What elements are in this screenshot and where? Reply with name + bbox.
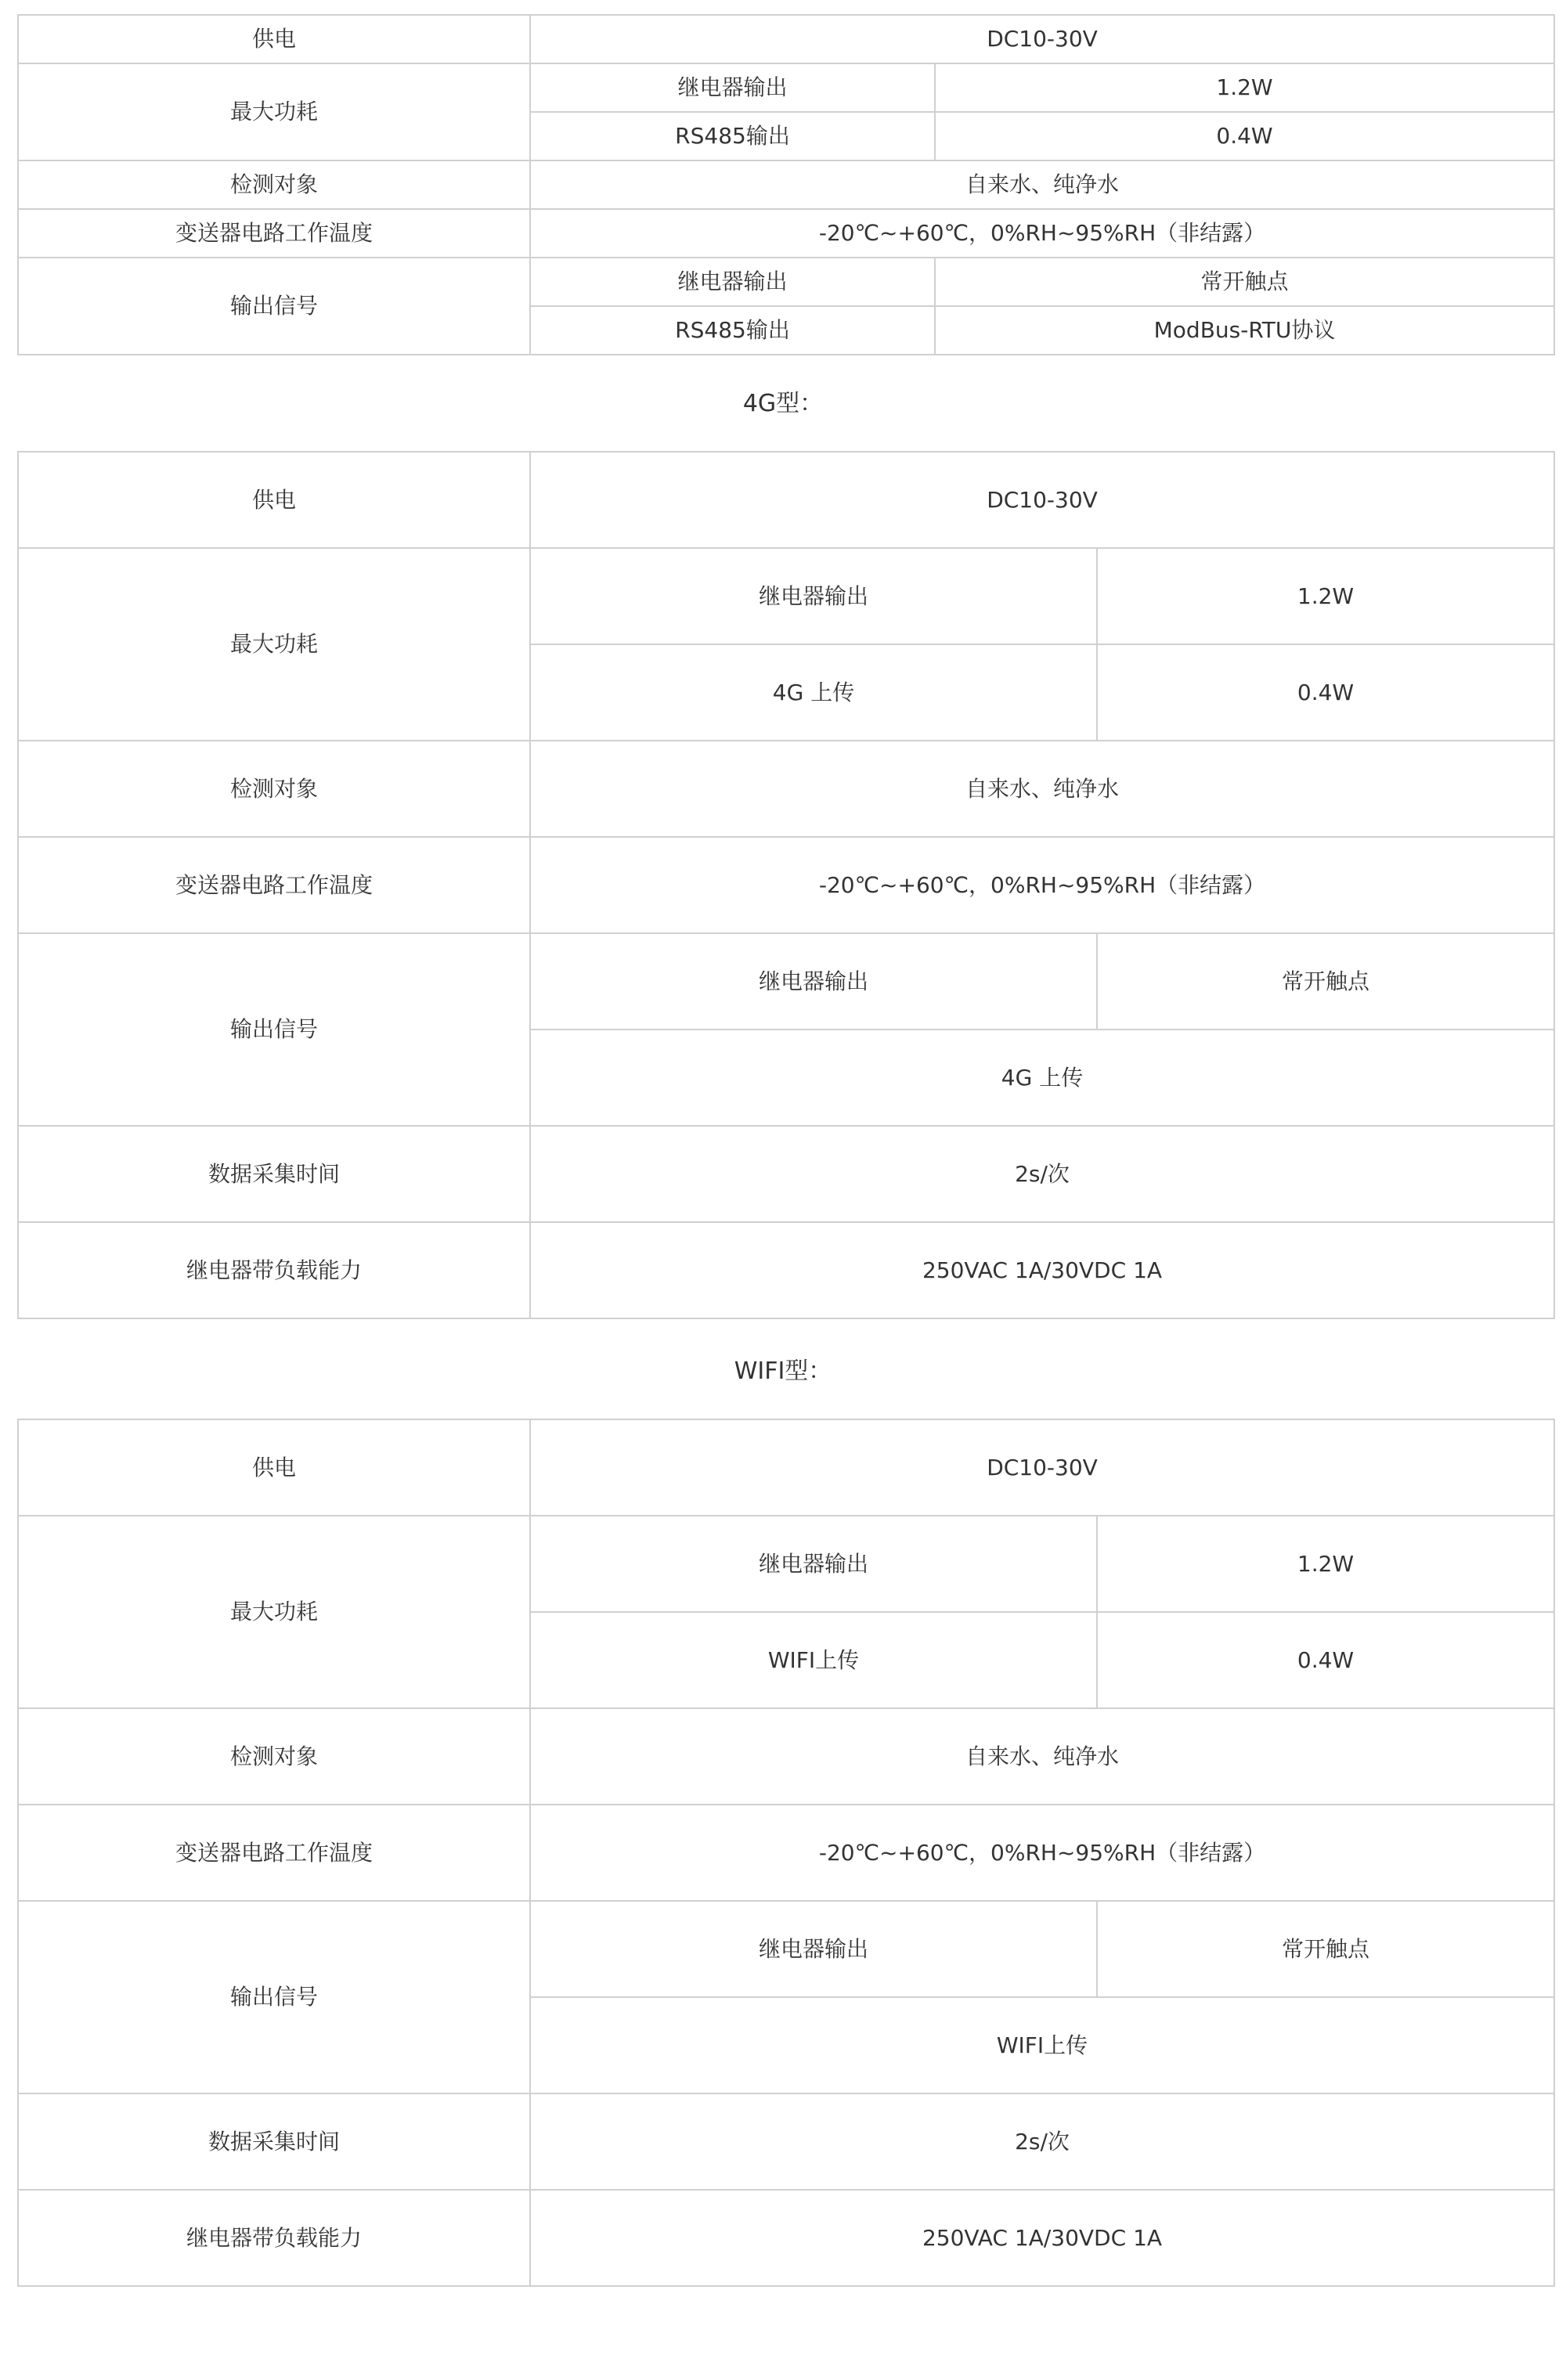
signal-relay-label: 继电器输出 bbox=[530, 258, 935, 306]
relay-load-label: 继电器带负载能力 bbox=[18, 2190, 530, 2286]
temperature-value: -20℃~+60℃，0%RH~95%RH（非结露） bbox=[530, 209, 1554, 258]
output-signal-label: 输出信号 bbox=[18, 933, 530, 1126]
power-label: 供电 bbox=[18, 1419, 530, 1516]
table-row bbox=[18, 1708, 1554, 1805]
table-row bbox=[18, 933, 1554, 1030]
relay-output-label: 继电器输出 bbox=[530, 548, 1097, 644]
section-heading-wifi: WIFI型： bbox=[734, 1358, 832, 1385]
upload-power-value: 0.4W bbox=[1097, 644, 1554, 741]
signal-upload-value: WIFI上传 bbox=[530, 1997, 1554, 2093]
interval-label: 数据采集时间 bbox=[18, 2093, 530, 2190]
signal-upload-value: 4G 上传 bbox=[530, 1030, 1554, 1126]
table-row bbox=[18, 1222, 1554, 1318]
table-row bbox=[18, 209, 1554, 258]
relay-power-value: 1.2W bbox=[1097, 1516, 1554, 1612]
table-row bbox=[18, 1419, 1554, 1516]
spec-table-4g bbox=[17, 451, 1555, 1319]
table-row bbox=[18, 63, 1554, 112]
power-label: 供电 bbox=[18, 15, 530, 63]
temperature-label: 变送器电路工作温度 bbox=[18, 837, 530, 933]
max-power-label: 最大功耗 bbox=[18, 548, 530, 741]
object-value: 自来水、纯净水 bbox=[530, 160, 1554, 209]
interval-label: 数据采集时间 bbox=[18, 1126, 530, 1222]
table-row bbox=[18, 452, 1554, 548]
upload-output-label: 4G 上传 bbox=[530, 644, 1097, 741]
object-value: 自来水、纯净水 bbox=[530, 1708, 1554, 1805]
rs485-output-label: RS485输出 bbox=[530, 112, 935, 160]
relay-load-value: 250VAC 1A/30VDC 1A bbox=[530, 1222, 1554, 1318]
relay-output-label: 继电器输出 bbox=[530, 1516, 1097, 1612]
relay-load-label: 继电器带负载能力 bbox=[18, 1222, 530, 1318]
output-signal-label: 输出信号 bbox=[18, 1901, 530, 2093]
temperature-label: 变送器电路工作温度 bbox=[18, 209, 530, 258]
power-value: DC10-30V bbox=[530, 1419, 1554, 1516]
spec-table-wifi bbox=[17, 1419, 1555, 2287]
interval-value: 2s/次 bbox=[530, 1126, 1554, 1222]
rs485-power-value: 0.4W bbox=[935, 112, 1554, 160]
table-row bbox=[18, 548, 1554, 644]
max-power-label: 最大功耗 bbox=[18, 1516, 530, 1708]
signal-relay-value: 常开触点 bbox=[1097, 933, 1554, 1030]
table-row bbox=[18, 2190, 1554, 2286]
section-heading-4g: 4G型： bbox=[742, 390, 824, 417]
power-label: 供电 bbox=[18, 452, 530, 548]
max-power-label: 最大功耗 bbox=[18, 63, 530, 160]
table-row bbox=[18, 2093, 1554, 2190]
table-row bbox=[18, 15, 1554, 63]
object-label: 检测对象 bbox=[18, 160, 530, 209]
relay-power-value: 1.2W bbox=[1097, 548, 1554, 644]
signal-relay-value: 常开触点 bbox=[1097, 1901, 1554, 1997]
relay-power-value: 1.2W bbox=[935, 63, 1554, 112]
table-row bbox=[18, 837, 1554, 933]
signal-rs485-value: ModBus-RTU协议 bbox=[935, 306, 1554, 355]
signal-rs485-label: RS485输出 bbox=[530, 306, 935, 355]
signal-relay-label: 继电器输出 bbox=[530, 933, 1097, 1030]
table-row bbox=[18, 741, 1554, 837]
relay-output-label: 继电器输出 bbox=[530, 63, 935, 112]
temperature-value: -20℃~+60℃，0%RH~95%RH（非结露） bbox=[530, 837, 1554, 933]
temperature-value: -20℃~+60℃，0%RH~95%RH（非结露） bbox=[530, 1805, 1554, 1901]
table-row bbox=[18, 1126, 1554, 1222]
spec-table-rs485 bbox=[17, 14, 1555, 355]
signal-relay-label: 继电器输出 bbox=[530, 1901, 1097, 1997]
upload-output-label: WIFI上传 bbox=[530, 1612, 1097, 1708]
table-row bbox=[18, 160, 1554, 209]
interval-value: 2s/次 bbox=[530, 2093, 1554, 2190]
temperature-label: 变送器电路工作温度 bbox=[18, 1805, 530, 1901]
table-row bbox=[18, 1516, 1554, 1612]
output-signal-label: 输出信号 bbox=[18, 258, 530, 355]
object-label: 检测对象 bbox=[18, 741, 530, 837]
signal-relay-value: 常开触点 bbox=[935, 258, 1554, 306]
object-value: 自来水、纯净水 bbox=[530, 741, 1554, 837]
relay-load-value: 250VAC 1A/30VDC 1A bbox=[530, 2190, 1554, 2286]
power-value: DC10-30V bbox=[530, 452, 1554, 548]
power-value: DC10-30V bbox=[530, 15, 1554, 63]
table-row bbox=[18, 258, 1554, 306]
table-row bbox=[18, 1901, 1554, 1997]
upload-power-value: 0.4W bbox=[1097, 1612, 1554, 1708]
object-label: 检测对象 bbox=[18, 1708, 530, 1805]
table-row bbox=[18, 1805, 1554, 1901]
